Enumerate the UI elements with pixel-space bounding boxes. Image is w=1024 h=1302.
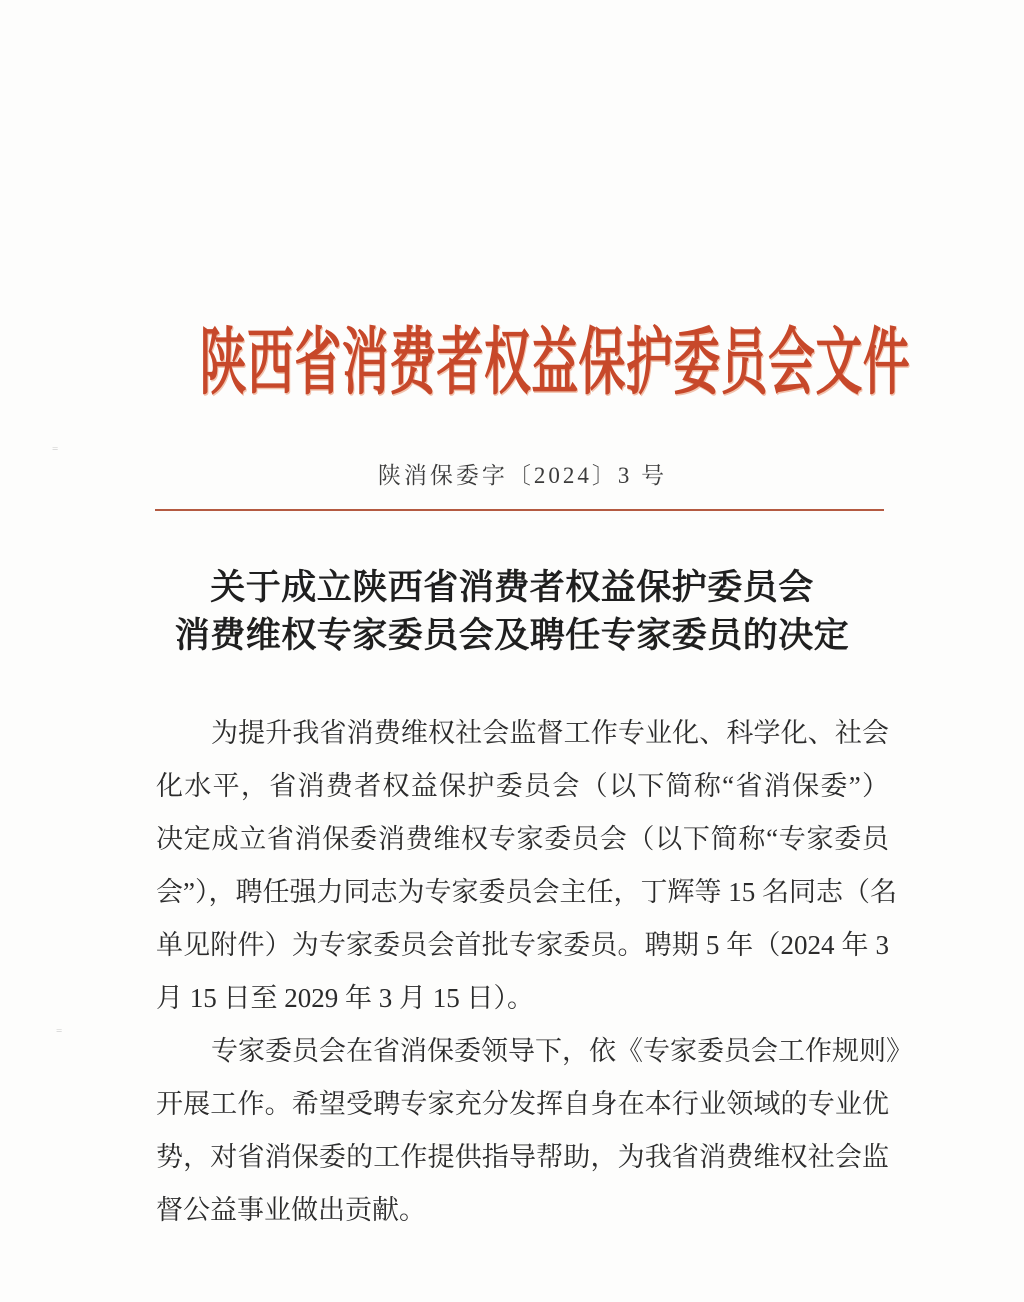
body-line: 化水平，省消费者权益保护委员会（以下简称“省消保委”）	[156, 771, 889, 801]
scan-artifact: =	[56, 1025, 63, 1037]
document-title-line-1: 关于成立陕西省消费者权益保护委员会	[210, 568, 814, 607]
body-line: 专家委员会在省消保委领导下，依《专家委员会工作规则》	[211, 1036, 913, 1066]
body-line: 为提升我省消费维权社会监督工作专业化、科学化、社会	[211, 718, 889, 748]
body-line: 决定成立省消保委消费维权专家委员会（以下简称“专家委员	[156, 824, 889, 854]
document-title-line-2: 消费维权专家委员会及聘任专家委员的决定	[174, 616, 850, 655]
scan-artifact: =	[52, 443, 59, 455]
document-body	[156, 707, 913, 1237]
paragraph-1	[156, 707, 897, 1025]
body-line: 会”），聘任强力同志为专家委员会主任，丁辉等 15 名同志（名	[156, 877, 897, 907]
body-line: 月 15 日至 2029 年 3 月 15 日）。	[156, 983, 534, 1013]
document-title	[131, 564, 893, 660]
body-line: 势，对省消保委的工作提供指导帮助，为我省消费维权社会监	[156, 1142, 889, 1172]
document-number: 陕消保委字〔2024〕3 号	[377, 463, 668, 488]
body-line: 开展工作。希望受聘专家充分发挥自身在本行业领域的专业优	[156, 1089, 889, 1119]
paragraph-2	[156, 1025, 913, 1237]
red-divider-rule	[155, 509, 884, 511]
body-line: 单见附件）为专家委员会首批专家委员。聘期 5 年（2024 年 3	[156, 930, 889, 960]
body-line: 督公益事业做出贡献。	[156, 1195, 426, 1225]
letterhead-title: 陕西省消费者权益保护委员会文件	[199, 322, 911, 403]
letterhead-banner	[0, 320, 1024, 406]
